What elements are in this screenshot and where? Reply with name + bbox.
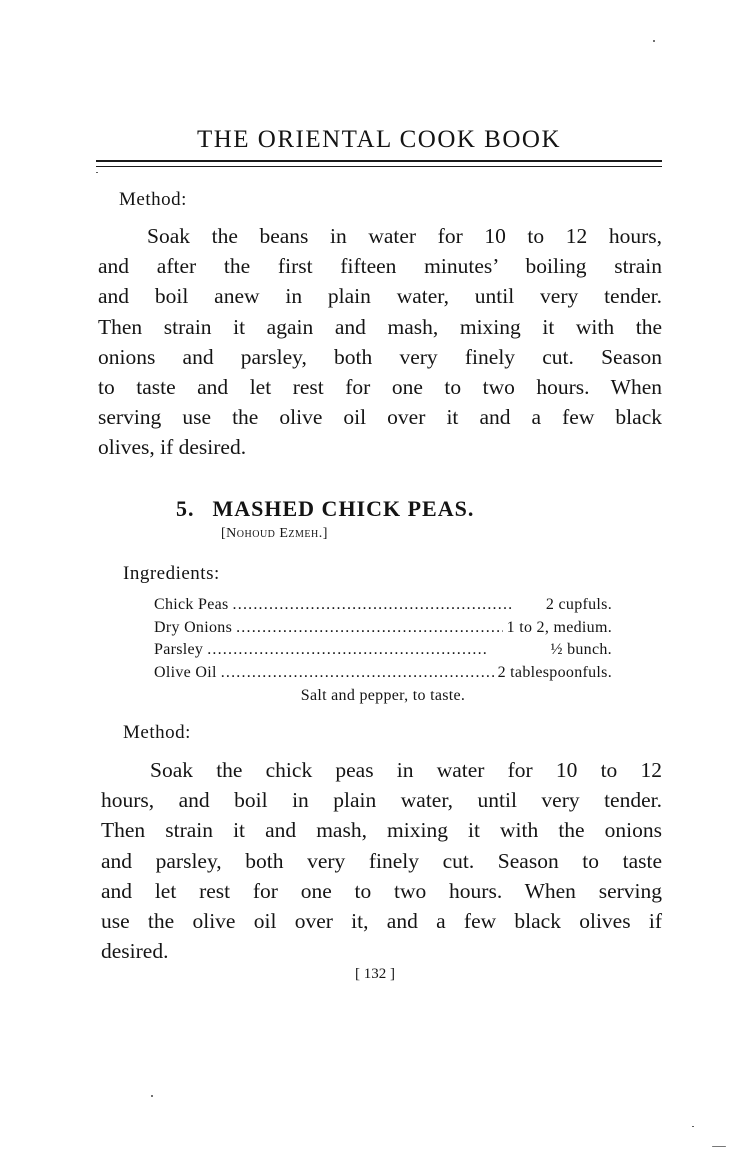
dot-leader — [236, 617, 503, 640]
print-speck — [653, 40, 655, 42]
header-rule-thick — [96, 160, 662, 162]
method-2-line: and parsley, both very finely cut. Season to taste — [101, 848, 662, 873]
seasoning-note: Salt and pepper, to taste. — [300, 687, 466, 704]
ingredient-row — [154, 662, 612, 685]
ingredient-row — [154, 594, 612, 617]
method-2-paragraph — [101, 755, 662, 966]
method-label-2: Method: — [123, 722, 191, 743]
method-1-line: Then strain it again and mash, mixing it with the — [98, 314, 662, 339]
ingredient-name: Chick Peas — [154, 596, 229, 613]
print-speck — [692, 1126, 694, 1127]
dot-leader — [233, 594, 542, 617]
method-2-line: and let rest for one to two hours. When serving — [101, 878, 662, 903]
method-1-line: olives, if desired. — [98, 435, 247, 460]
ingredient-quantity: 2 cupfuls. — [545, 596, 612, 613]
ingredient-quantity: ½ bunch. — [550, 641, 612, 658]
method-2-line: use the olive oil over it, and a few black olives if — [101, 909, 662, 934]
dot-leader — [221, 662, 494, 685]
method-1-paragraph — [98, 221, 662, 463]
method-1-line: onions and parsley, both very finely cut. Season — [98, 344, 662, 369]
method-1-line: to taste and let rest for one to two hours. When — [98, 375, 662, 400]
method-1-line: and after the first fifteen minutes’ boiling strain — [98, 254, 662, 279]
ingredient-row — [154, 639, 612, 662]
ingredient-name: Olive Oil — [154, 663, 217, 681]
method-2-line: desired. — [101, 939, 169, 964]
ingredient-quantity: 2 tablespoonfuls. — [497, 663, 612, 681]
method-2-line: hours, and boil in plain water, until very tender. — [101, 788, 662, 813]
header-rule-thin — [96, 166, 662, 167]
method-2-line: Then strain it and mash, mixing it with the onions — [101, 818, 662, 843]
ingredient-name: Dry Onions — [154, 618, 233, 636]
method-1-line: serving use the olive oil over it and a few black — [98, 405, 662, 430]
ingredient-row — [154, 617, 612, 640]
print-speck — [96, 172, 98, 173]
ingredients-label: Ingredients: — [123, 563, 220, 584]
method-1-line: and boil anew in plain water, until very tender. — [98, 284, 662, 309]
ingredient-quantity: 1 to 2, medium. — [506, 618, 612, 636]
recipe-title — [176, 495, 474, 523]
ingredients-list — [154, 594, 612, 684]
running-head: THE ORIENTAL COOK BOOK — [196, 126, 562, 153]
dot-leader — [207, 639, 546, 662]
recipe-number: 5. — [176, 496, 195, 521]
method-label-1: Method: — [119, 189, 187, 210]
recipe-subtitle: [Nohoud Ezmeh.] — [221, 526, 328, 541]
page-number: [ 132 ] — [355, 966, 395, 982]
print-speck — [151, 1095, 153, 1097]
recipe-name: MASHED CHICK PEAS. — [212, 496, 475, 521]
print-speck — [712, 1146, 726, 1147]
method-2-line: Soak the chick peas in water for 10 to 12 — [150, 758, 662, 782]
ingredient-name: Parsley — [154, 641, 204, 658]
method-1-line: Soak the beans in water for 10 to 12 hours, — [147, 224, 662, 248]
